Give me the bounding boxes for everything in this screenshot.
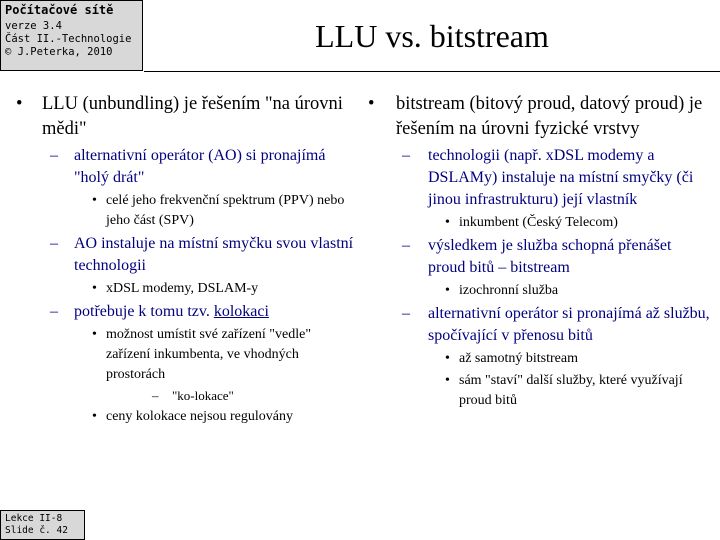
left-subsub-placement: [14, 325, 354, 385]
slide-footer: [0, 510, 85, 540]
course-copyright: © J.Peterka, 2010: [5, 46, 113, 58]
left-subsub-prices: [14, 407, 354, 427]
left-subsubsub-kolokace: [14, 387, 354, 405]
right-subsub-isochronous: [366, 281, 710, 301]
right-sub-technology-text: technologii (např. xDSL modemy a DSLAMy) instaluje na místní smyčky (či jinou infrastrukturu) její vlastník: [428, 147, 694, 208]
bullet-dash: –: [152, 388, 159, 403]
course-part: Část II.-Technologie: [5, 33, 132, 45]
bullet-dot: •: [92, 409, 97, 424]
right-subsub-isochronous-text: izochronní služba: [459, 283, 559, 298]
colocation-link[interactable]: kolokaci: [213, 303, 269, 320]
bullet-dot: •: [445, 351, 450, 366]
left-subsub-spectrum: [14, 191, 354, 231]
left-sub-ao-installs-text: AO instaluje na místní smyčku svou vlastní technologii: [74, 235, 354, 274]
right-bullet-bitstream-text: bitstream (bitový proud, datový proud) je řešením na úrovni fyzické vrstvy: [396, 94, 703, 139]
lesson-number: Lekce II-8: [5, 513, 63, 524]
left-bullet-llu: [14, 92, 354, 142]
course-title: Počítačové sítě: [5, 3, 114, 17]
bullet-dash: –: [402, 305, 410, 322]
right-sub-alt-operator: [366, 303, 710, 347]
left-sub-colocation: [14, 301, 354, 323]
right-subsub-bitstream-only: [366, 349, 710, 369]
bullet-dash: –: [50, 303, 58, 320]
right-subsub-incumbent: [366, 213, 710, 233]
right-subsub-incumbent-text: inkumbent (Český Telecom): [459, 215, 618, 230]
right-column: [366, 92, 710, 413]
left-subsub-placement-text: možnost umístit své zařízení "vedle" zařízení inkumbenta, ve vhodných prostorách: [106, 327, 312, 382]
bullet-dot: •: [368, 94, 375, 114]
slide-number: Slide č. 42: [5, 525, 68, 536]
right-bullet-bitstream: [366, 92, 710, 142]
bullet-dot: •: [92, 193, 97, 208]
right-sub-technology: [366, 145, 710, 211]
bullet-dot: •: [445, 283, 450, 298]
right-sub-result: [366, 235, 710, 279]
left-column: [14, 92, 354, 429]
title-rule: [144, 71, 720, 72]
bullet-dash: –: [402, 237, 410, 254]
title-area: [144, 1, 720, 71]
bullet-dash: –: [402, 147, 410, 164]
left-subsubsub-kolokace-text: "ko-lokace": [172, 388, 234, 403]
bullet-dot: •: [92, 327, 97, 342]
right-sub-alt-operator-text: alternativní operátor si pronajímá až službu, spočívající v přenosu bitů: [428, 305, 710, 344]
bullet-dot: •: [16, 94, 23, 114]
right-subsub-bitstream-only-text: až samotný bitstream: [459, 351, 578, 366]
bullet-dash: –: [50, 147, 58, 164]
left-subsub-xdsl: [14, 279, 354, 299]
left-sub-ao-rents: [14, 145, 354, 189]
left-subsub-spectrum-text: celé jeho frekvenční spektrum (PPV) nebo jeho část (SPV): [106, 193, 345, 228]
right-sub-result-text: výsledkem je služba schopná přenášet proud bitů – bitstream: [428, 237, 672, 276]
course-info-box: [0, 0, 143, 71]
left-sub-ao-rents-text: alternativní operátor (AO) si pronajímá "holý drát": [74, 147, 326, 186]
bullet-dot: •: [445, 373, 450, 388]
bullet-dot: •: [92, 281, 97, 296]
bullet-dash: –: [50, 235, 58, 252]
slide-title: LLU vs. bitstream: [315, 17, 549, 54]
left-subsub-xdsl-text: xDSL modemy, DSLAM-y: [106, 281, 259, 296]
left-sub-ao-installs: [14, 233, 354, 277]
right-subsub-builds-services: [366, 371, 710, 411]
left-sub-colocation-text: potřebuje k tomu tzv.: [74, 303, 214, 320]
right-subsub-builds-services-text: sám "staví" další služby, které využívají proud bitů: [459, 373, 683, 408]
left-subsub-prices-text: ceny kolokace nejsou regulovány: [106, 409, 293, 424]
bullet-dot: •: [445, 215, 450, 230]
course-version: verze 3.4: [5, 20, 62, 32]
left-bullet-llu-text: LLU (unbundling) je řešením "na úrovni mědi": [42, 94, 343, 139]
